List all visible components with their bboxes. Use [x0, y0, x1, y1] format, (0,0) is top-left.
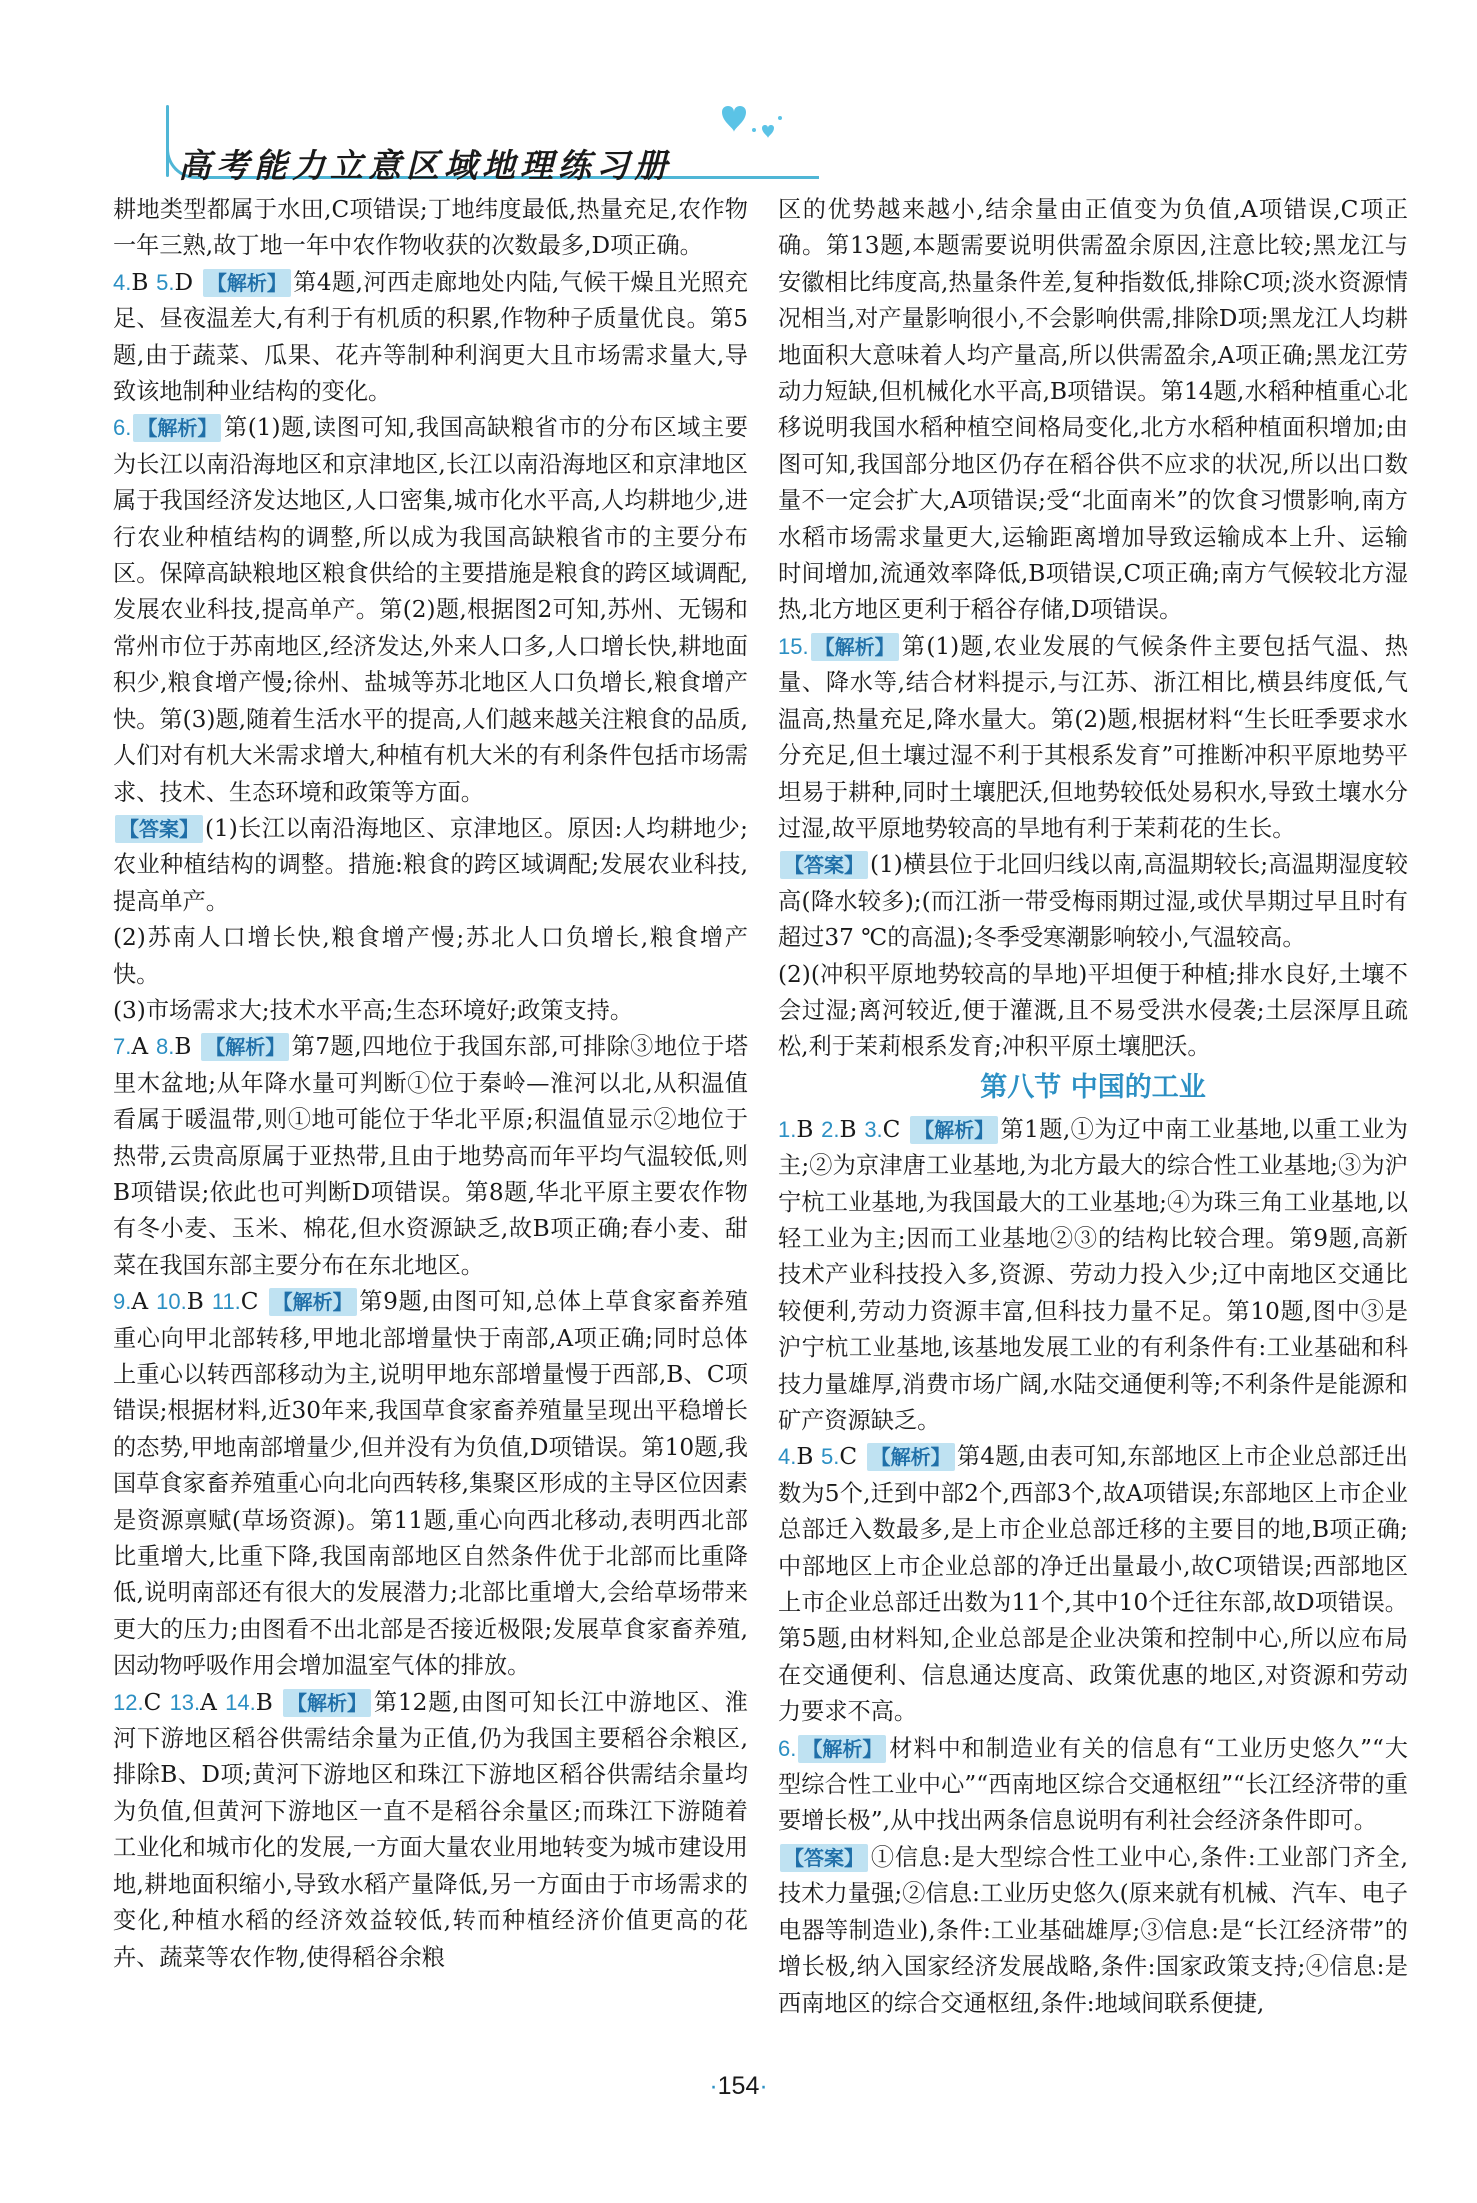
question-number: 8. — [155, 1034, 175, 1060]
question-number: 5. — [820, 1444, 840, 1470]
question-number: 3. — [864, 1116, 883, 1142]
question-number: 4. — [113, 269, 132, 295]
right-column — [778, 192, 1408, 2022]
answer-paragraph — [778, 1731, 1408, 1840]
answer-choice: B — [131, 268, 157, 296]
answer-paragraph — [778, 629, 1408, 847]
answer-choice: A — [200, 1688, 226, 1716]
answer-paragraph — [113, 1029, 748, 1284]
answer-paragraph — [778, 1840, 1408, 2022]
answer-paragraph — [778, 1439, 1408, 1730]
question-number: 1. — [778, 1116, 797, 1142]
answer-paragraph — [113, 993, 748, 1029]
question-number: 14. — [225, 1689, 256, 1715]
label-tag: 【解析】 — [283, 1689, 371, 1717]
answer-choice: B — [255, 1688, 281, 1716]
answer-choice: C — [143, 1688, 170, 1716]
question-number: 4. — [778, 1444, 797, 1470]
label-tag: 【答案】 — [115, 815, 203, 843]
label-tag: 【解析】 — [133, 414, 221, 442]
question-number: 13. — [169, 1689, 201, 1715]
answer-choice: A — [131, 1033, 156, 1061]
label-tag: 【解析】 — [798, 1735, 886, 1763]
question-number: 9. — [113, 1289, 132, 1315]
paragraph-text: 第7题,四地位于我国东部,可排除③地位于塔里木盆地;从年降水量可判断①位于秦岭—淮河以北,从积温值看属于暖温带,则①地可能位于华北平原;积温值显示②地位于热带,云贵高原属于亚热带,且由于地势高而年平均气温较低,则B项错误;依此也可判断D项错误。第8题,华北平原主要农作物有冬小麦、玉米、棉花,但水资源缺乏,故B项正确;春小麦、甜菜在我国东部主要分布在东北地区。 — [113, 1033, 748, 1279]
answer-choice: B — [796, 1115, 822, 1143]
answer-choice: A — [131, 1288, 157, 1316]
paragraph-text: (1)横县位于北回归线以南,高温期较长;高温期湿度较高(降水较多);(而江浙一带受梅雨期过湿,或伏旱期过早且时有超过37 ℃的高温);冬季受寒潮影响较小,气温较高。 — [778, 851, 1408, 952]
section-heading: 第八节 中国的工业 — [980, 1071, 1206, 1103]
answer-choice: C — [839, 1443, 865, 1471]
answer-choice: B — [839, 1115, 865, 1143]
paragraph-text: 第4题,由表可知,东部地区上市企业总部迁出数为5个,迁到中部2个,西部3个,故A项错误;东部地区上市企业总部迁入数最多,是上市企业总部迁移的主要目的地,B项正确;中部地区上市企业总部的净迁出量最小,故C项错误;西部地区上市企业总部迁出数为11个,其中10个迁往东部,故D项错误。第5题,由材料知,企业总部是企业决策和控制中心,所以应布局在交通便利、信息通达度高、政策优惠的地区,对资源和劳动力要求不高。 — [778, 1443, 1408, 1726]
answer-paragraph — [113, 410, 748, 810]
paragraph-text: 区的优势越来越小,结余量由正值变为负值,A项错误,C项正确。第13题,本题需要说明供需盈余原因,注意比较;黑龙江与安徽相比纬度高,热量条件差,复种指数低,排除C项;淡水资源情况相当,对产量影响很小,不会影响供需,排除D项;黑龙江人均耕地面积大意味着人均产量高,所以供需盈余,A项正确;黑龙江劳动力短缺,但机械化水平高,B项错误。第14题,水稻种植重心北移说明我国水稻种植空间格局变化,北方水稻种植面积增加;由图可知,我国部分地区仍存在稻谷供不应求的状况,所以出口数量不一定会扩大,A项错误;受“北面南米”的饮食习惯影响,南方水稻市场需求量更大,运输距离增加导致运输成本上升、运输时间增加,流通效率降低,B项错误,C项正确;南方气候较北方湿热,北方地区更利于稻谷存储,D项错误。 — [778, 196, 1408, 624]
answer-paragraph — [778, 847, 1408, 956]
answer-paragraph — [778, 1112, 1408, 1440]
paragraph-text: (2)(冲积平原地势较高的旱地)平坦便于种植;排水良好,土壤不会过湿;离河较近,便于灌溉,且不易受洪水侵袭;土层深厚且疏松,利于茉莉根系发育;冲积平原土壤肥沃。 — [778, 960, 1408, 1061]
question-number: 6. — [113, 415, 132, 441]
answer-choice: B — [174, 1033, 200, 1061]
paragraph-text: (1)长江以南沿海地区、京津地区。原因:人均耕地少;农业种植结构的调整。措施:粮食的跨区域调配;发展农业科技,提高单产。 — [113, 814, 748, 915]
answer-paragraph — [778, 957, 1408, 1066]
answer-choice: C — [882, 1115, 909, 1143]
question-number: 10. — [156, 1289, 187, 1315]
paragraph-text: 耕地类型都属于水田,C项错误;丁地纬度最低,热量充足,农作物一年三熟,故丁地一年中农作物收获的次数最多,D项正确。 — [113, 196, 748, 260]
page-number-text: 154 — [717, 2072, 760, 2100]
paragraph-text: (3)市场需求大;技术水平高;生态环境好;政策支持。 — [113, 996, 634, 1024]
paragraph-text: (2)苏南人口增长快,粮食增产慢;苏北人口负增长,粮食增产快。 — [113, 924, 748, 988]
label-tag: 【答案】 — [780, 851, 868, 879]
question-number: 5. — [156, 269, 175, 295]
answer-paragraph — [113, 920, 748, 993]
paragraph-text: 第4题,河西走廊地处内陆,气候干燥且光照充足、昼夜温差大,有利于有机质的积累,作物种子质量优良。第5题,由于蔬菜、瓜果、花卉等制种利润更大且市场需求量大,导致该地制种业结构的变化。 — [113, 268, 748, 406]
answer-choice: B — [186, 1288, 212, 1316]
paragraph-text: ①信息:是大型综合性工业中心,条件:工业部门齐全,技术力量强;②信息:工业历史悠久(原来就有机械、汽车、电子电器等制造业),条件:工业基础雄厚;③信息:是“长江经济带”的增长极,纳入国家经济发展战略,条件:国家政策支持;④信息:是西南地区的综合交通枢纽,条件:地域间联系便捷, — [778, 1843, 1408, 2017]
answer-paragraph — [113, 265, 748, 411]
paragraph-text: 第9题,由图可知,总体上草食家畜养殖重心向甲北部转移,甲地北部增量快于南部,A项正确;同时总体上重心以转西部移动为主,说明甲地东部增量慢于西部,B、C项错误;根据材料,近30年来,我国草食家畜养殖量呈现出平稳增长的态势,甲地南部增量少,但并没有为负值,D项错误。第10题,我国草食家畜养殖重心向北向西转移,集聚区形成的主导区位因素是资源禀赋(草场资源)。第11题,重心向西北移动,表明西北部比重增大,比重下降,我国南部地区自然条件优于北部而比重降低,说明南部还有很大的发展潜力;北部比重增大,会给草场带来更大的压力;由图看不出北部是否接近极限;发展草食家畜养殖,因动物呼吸作用会增加温室气体的排放。 — [113, 1288, 748, 1680]
question-number: 15. — [778, 633, 809, 659]
paragraph-text: 第(1)题,读图可知,我国高缺粮省市的分布区域主要为长江以南沿海地区和京津地区,长江以南沿海地区和京津地区属于我国经济发达地区,人口密集,城市化水平高,人均耕地少,进行农业种植结构的调整,所以成为我国高缺粮省市的主要分布区。保障高缺粮地区粮食供给的主要措施是粮食的跨区域调配,发展农业科技,提高单产。第(2)题,根据图2可知,苏州、无锡和常州市位于苏南地区,经济发达,外来人口多,人口增长快,耕地面积少,粮食增产慢;徐州、盐城等苏北地区人口负增长,粮食增产快。第(3)题,随着生活水平的提高,人们越来越关注粮食的品质,人们对有机大米需求增大,种植有机大米的有利条件包括市场需求、技术、生态环境和政策等方面。 — [113, 414, 748, 806]
label-tag: 【解析】 — [811, 633, 899, 661]
paragraph-text: 第1题,①为辽中南工业基地,以重工业为主;②为京津唐工业基地,为北方最大的综合性工业基地;③为沪宁杭工业基地,为我国最大的工业基地;④为珠三角工业基地,以轻工业为主;因而工业基地②③的结构比较合理。第9题,高新技术产业科技投入多,资源、劳动力投入少;辽中南地区交通比较便利,劳动力资源丰富,但科技力量不足。第10题,图中③是沪宁杭工业基地,该基地发展工业的有利条件有:工业基础和科技力量雄厚,消费市场广阔,水陆交通便利等;不利条件是能源和矿产资源缺乏。 — [778, 1115, 1408, 1434]
label-tag: 【解析】 — [201, 1033, 289, 1061]
page-number: ·154· — [709, 2072, 768, 2100]
label-tag: 【答案】 — [780, 1844, 868, 1872]
answer-paragraph — [778, 192, 1408, 629]
hearts-decor-icon — [710, 98, 790, 158]
question-number: 7. — [113, 1034, 132, 1060]
question-number: 11. — [211, 1289, 241, 1315]
answer-paragraph — [113, 1685, 748, 1976]
header-title: 高考能力立意区域地理练习册 — [178, 146, 672, 185]
label-tag: 【解析】 — [269, 1288, 357, 1316]
paragraph-text: 第12题,由图可知长江中游地区、淮河下游地区稻谷供需结余量为正值,仍为我国主要稻谷余粮区,排除B、D项;黄河下游地区和珠江下游地区稻谷供需结余量均为负值,但黄河下游地区一直不是稻谷余量区;而珠江下游随着工业化和城市化的发展,一方面大量农业用地转变为城市建设用地,耕地面积缩小,导致水稻产量降低,另一方面由于市场需求的变化,种植水稻的经济效益较低,转而种植经济价值更高的花卉、蔬菜等农作物,使得稻谷余粮 — [113, 1688, 748, 1971]
paragraph-text: 第(1)题,农业发展的气候条件主要包括气温、热量、降水等,结合材料提示,与江苏、浙江相比,横县纬度低,气温高,热量充足,降水量大。第(2)题,根据材料“生长旺季要求水分充足,但土壤过湿不利于其根系发育”可推断冲积平原地势平坦易于耕种,同时土壤肥沃,但地势较低处易积水,导致土壤水分过湿,故平原地势较高的旱地有利于茉莉花的生长。 — [778, 632, 1408, 842]
label-tag: 【解析】 — [867, 1443, 955, 1471]
label-tag: 【解析】 — [203, 269, 291, 297]
question-number: 6. — [778, 1735, 797, 1761]
question-number: 12. — [113, 1689, 144, 1715]
left-column — [113, 192, 748, 1976]
paragraph-text: 材料中和制造业有关的信息有“工业历史悠久”“大型综合性工业中心”“西南地区综合交通枢纽”“长江经济带的重要增长极”,从中找出两条信息说明有利社会经济条件即可。 — [778, 1734, 1408, 1835]
answer-paragraph — [113, 192, 748, 265]
answer-paragraph — [113, 811, 748, 920]
answer-choice: B — [796, 1443, 821, 1471]
answer-paragraph — [113, 1284, 748, 1684]
label-tag: 【解析】 — [910, 1116, 998, 1144]
question-number: 2. — [821, 1116, 840, 1142]
answer-choice: C — [240, 1288, 267, 1316]
answer-choice: D — [174, 268, 201, 296]
